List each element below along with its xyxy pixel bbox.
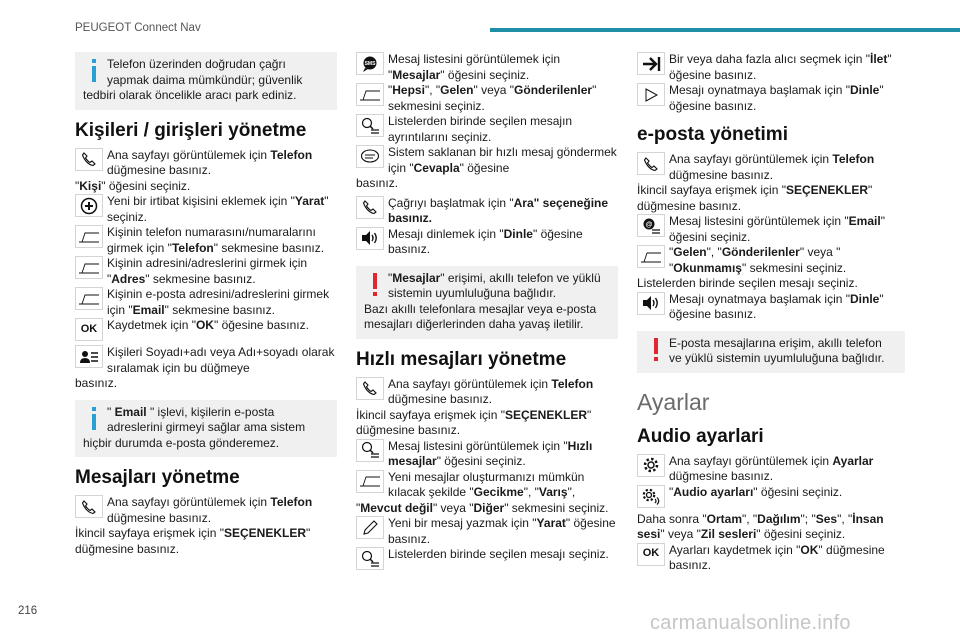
sms-icon <box>356 52 384 75</box>
svg-text:@: @ <box>645 221 653 228</box>
step-messages-list: SMS Mesaj listesini görüntülemek için "Mesajlar" öğesini seçiniz. <box>356 52 618 83</box>
tab-icon <box>637 245 665 268</box>
running-header: PEUGEOT Connect Nav <box>75 22 201 34</box>
step-quick-phone: Ana sayfayı görüntülemek için Telefon düğmesine basınız. <box>356 377 618 408</box>
step-email-tabs: "Gelen", "Gönderilenler" veya " "Okunmamış" sekmesini seçiniz. <box>637 245 905 276</box>
heading-audio-settings: Audio ayarlari <box>637 425 764 447</box>
page-number: 216 <box>18 605 38 617</box>
heading-settings: Ayarlar <box>637 388 710 415</box>
step-quick-tabs: Yeni mesajlar oluşturmanızı mümkün kılacak şekilde "Gecikme", "Varış", <box>356 470 618 501</box>
step-messages-details: Listelerden birinde seçilen mesajın ayrıntılarını seçiniz. <box>356 114 618 145</box>
tab-icon <box>75 256 103 279</box>
heading-messages: Mesajları yönetme <box>75 467 240 488</box>
phone-icon <box>356 196 384 219</box>
step-contacts-address-tab: Kişinin adresini/adreslerini girmek için "Adres" sekmesine basınız. <box>75 256 337 287</box>
ok-button-icon: OK <box>75 318 103 341</box>
pencil-icon <box>356 516 384 539</box>
step-quick-select: Listelerden birinde seçilen mesajı seçiniz. <box>356 547 618 570</box>
column-1: Telefon üzerinden doğrudan çağrı yapmak daima mümkündür; güvenlik tedbiri olarak öncelikle aracı park ediniz. Kişileri / girişleri yönetme Ana sayfayı görüntülemek için Telefon düğmesine basınız. "Kişi" öğesini seçiniz. Yeni bir irtibat kişisini eklemek için "Yarat" seçiniz. Kişinin telefon numarasını/numaralarını girmek için "Telefon" sekmesine basınız. Kişinin adresini/adreslerini girmek için "Adres" sekmesine basınız. Kişinin e-posta adresini/adreslerini girmek için "Email" sekmesine basınız. OK Kaydetmek için "OK" öğesine basınız. Kişileri Soyadı+adı veya Adı+soyadı olarak sıralamak için bu düğmeye basınız. " Email " işlevi, kişilerin e-posta adreslerini girmeyi sağlar ama sistem hiçbir durumda e-posta gönderemez. Mesajları yönetme Ana sayfayı görüntülemek için Telefon düğmesine basınız. İkincil sayfaya erişmek için "SEÇENEKLER" düğmesine basınız. <box>75 52 337 557</box>
step-play: Mesajı oynatmaya başlamak için "Dinle" öğesine basınız. <box>637 83 905 114</box>
svg-text:SMS: SMS <box>364 60 376 67</box>
audio-settings-icon <box>637 485 665 508</box>
step-email-list: @ Mesaj listesini görüntülemek için "Email" öğesini seçiniz. <box>637 214 905 245</box>
step-email-options: İkincil sayfaya erişmek için "SEÇENEKLER" düğmesine basınız. <box>637 183 873 213</box>
step-messages-tabs: "Hepsi", "Gelen" veya "Gönderilenler" sekmesini seçiniz. <box>356 83 618 114</box>
tab-icon <box>356 470 384 493</box>
contacts-sort-icon <box>75 345 103 368</box>
warning-icon <box>649 338 663 362</box>
step-audio-options: Daha sonra "Ortam", "Dağılım"; "Ses", "İnsan sesi" veya "Zil sesleri" öğesini seçiniz. <box>637 511 884 541</box>
step-email-listen: Mesajı oynatmaya başlamak için "Dinle" öğesine basınız. <box>637 292 905 323</box>
step-messages-options: İkincil sayfaya erişmek için "SEÇENEKLER" düğmesine basınız. <box>75 526 311 556</box>
play-icon <box>637 83 665 106</box>
header-accent-bar <box>490 28 960 32</box>
email-icon <box>637 214 665 237</box>
step-contacts-sort: Kişileri Soyadı+adı veya Adı+soyadı olarak sıralamak için bu düğmeye <box>75 345 337 376</box>
step-quick-create: Yeni bir mesaj yazmak için "Yarat" öğesine basınız. <box>356 516 618 547</box>
step-messages-listen: Mesajı dinlemek için "Dinle" öğesine basınız. <box>356 227 618 258</box>
column-3: Bir veya daha fazla alıcı seçmek için "İlet" öğesine basınız. Mesajı oynatmaya başlamak için "Dinle" öğesine basınız. e-posta yönetimi Ana sayfayı görüntülemek için Telefon düğmesine basınız. İkincil sayfaya erişmek için "SEÇENEKLER" düğmesine basınız. @ Mesaj listesini görüntülemek için "Email" öğesini seçiniz. "Gelen", "Gönderilenler" veya " "Okunmamış" sekmesini seçiniz. Listelerden birinde seçilen mesajı seçiniz. Mesajı oynatmaya başlamak için "Dinle" öğesine basınız. E-posta mesajlarına erişim, akıllı telefon ve yüklü sistemin uyumluluğuna bağlıdır. Ayarlar Audio ayarlari Ana sayfayı görüntülemek için Ayarlar düğmesine basınız. "Audio ayarları" öğesini seçiniz. Daha sonra "Ortam", "Dağılım"; "Ses", "İnsan sesi" veya "Zil sesleri" öğesini seçiniz. OK Ayarları kaydetmek için "OK" düğmesine basınız. <box>637 52 905 574</box>
step-contacts-select: "Kişi" öğesini seçiniz. <box>75 178 191 193</box>
step-audio-settings: Ana sayfayı görüntülemek için Ayarlar düğmesine basınız. <box>637 454 905 485</box>
heading-quick-messages: Hızlı mesajları yönetme <box>356 348 567 370</box>
warning-note-email: E-posta mesajlarına erişim, akıllı telefon ve yüklü sistemin uyumluluğuna bağlıdır. <box>637 331 905 373</box>
plus-circle-icon <box>75 194 103 217</box>
phone-icon <box>356 377 384 400</box>
warning-note-messages: "Mesajlar" erişimi, akıllı telefon ve yüklü sistemin uyumluluğuna bağlıdır. Bazı akıllı telefonlara mesajlar veya e-posta mesajları diğerlerinden daha yavaş iletilir. <box>356 266 618 339</box>
step-messages-call: Çağrıyı başlatmak için "Ara" seçeneğine basınız. <box>356 196 618 227</box>
step-quick-options: İkincil sayfaya erişmek için "SEÇENEKLER" düğmesine basınız. <box>356 407 592 437</box>
gear-icon <box>637 454 665 477</box>
step-contacts-create: Yeni bir irtibat kişisini eklemek için "Yarat" seçiniz. <box>75 194 337 225</box>
phone-icon <box>75 148 103 171</box>
phone-icon <box>637 152 665 175</box>
step-contacts-email-tab: Kişinin e-posta adresini/adreslerini girmek için "Email" sekmesine basınız. <box>75 287 337 318</box>
column-2: SMS Mesaj listesini görüntülemek için "Mesajlar" öğesini seçiniz. "Hepsi", "Gelen" veya "Gönderilenler" sekmesini seçiniz. Listelerden birinde seçilen mesajın ayrıntılarını seçiniz. Sistem saklanan bir hızlı mesaj göndermek için "Cevapla" öğesine basınız. Çağrıyı başlatmak için "Ara" seçeneğine basınız. Mesajı dinlemek için "Dinle" öğesine basınız. "Mesajlar" erişimi, akıllı telefon ve yüklü sistemin uyumluluğuna bağlıdır. Bazı akıllı telefonlara mesajlar veya e-posta mesajları diğerlerinden daha yavaş iletilir. Hızlı mesajları yönetme Ana sayfayı görüntülemek için Telefon düğmesine basınız. İkincil sayfaya erişmek için "SEÇENEKLER" düğmesine basınız. Mesaj listesini görüntülemek için "Hızlı mesajlar" öğesini seçiniz. Yeni mesajlar oluşturmanızı mümkün kılacak şekilde "Gecikme", "Varış", "Mevcut değil" veya "Diğer" sekmesini seçiniz. Yeni bir mesaj yazmak için "Yarat" öğesine basınız. Listelerden birinde seçilen mesajı seçiniz. <box>356 52 618 570</box>
step-contacts-phone: Ana sayfayı görüntülemek için Telefon düğmesine basınız. <box>75 148 337 179</box>
step-audio-select: "Audio ayarları" öğesini seçiniz. <box>637 485 905 508</box>
step-contacts-phone-tab: Kişinin telefon numarasını/numaralarını girmek için "Telefon" sekmesine basınız. <box>75 225 337 256</box>
phone-icon <box>75 495 103 518</box>
watermark: carmanualsonline.info <box>650 612 851 634</box>
warning-icon <box>368 273 382 297</box>
info-icon <box>87 407 101 431</box>
heading-contacts: Kişileri / girişleri yönetme <box>75 119 307 141</box>
heading-email: e-posta yönetimi <box>637 124 788 145</box>
step-quick-list: Mesaj listesini görüntülemek için "Hızlı mesajlar" öğesini seçiniz. <box>356 439 618 470</box>
info-note-phone-call: Telefon üzerinden doğrudan çağrı yapmak daima mümkündür; güvenlik tedbiri olarak öncelikle aracı park ediniz. <box>75 52 337 110</box>
tab-icon <box>75 287 103 310</box>
tab-icon <box>356 83 384 106</box>
speaker-icon <box>637 292 665 315</box>
step-forward: Bir veya daha fazla alıcı seçmek için "İlet" öğesine basınız. <box>637 52 905 83</box>
step-audio-save: OK Ayarları kaydetmek için "OK" düğmesine basınız. <box>637 543 905 574</box>
step-email-phone: Ana sayfayı görüntülemek için Telefon düğmesine basınız. <box>637 152 905 183</box>
info-note-email: " Email " işlevi, kişilerin e-posta adreslerini girmeyi sağlar ama sistem hiçbir durumda e-posta gönderemez. <box>75 400 337 458</box>
step-contacts-save: OK Kaydetmek için "OK" öğesine basınız. <box>75 318 337 341</box>
message-bubble-icon <box>356 145 384 168</box>
details-list-icon <box>356 114 384 137</box>
forward-icon <box>637 52 665 75</box>
step-messages-phone: Ana sayfayı görüntülemek için Telefon düğmesine basınız. <box>75 495 337 526</box>
info-icon <box>87 59 101 83</box>
tab-icon <box>75 225 103 248</box>
details-list-icon <box>356 547 384 570</box>
speaker-icon <box>356 227 384 250</box>
step-messages-reply: Sistem saklanan bir hızlı mesaj göndermek için "Cevapla" öğesine <box>356 145 618 176</box>
ok-button-icon: OK <box>637 543 665 566</box>
details-list-icon <box>356 439 384 462</box>
